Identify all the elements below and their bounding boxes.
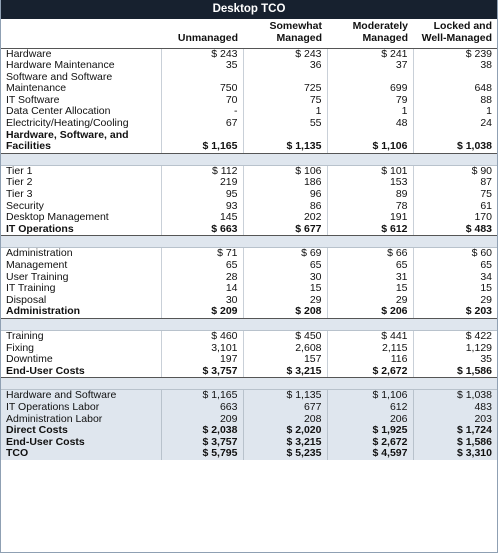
row-value-cell: 31 (327, 272, 413, 284)
column-header-moderately-managed: Moderately Managed (352, 20, 408, 44)
row-value-cell: 65 (161, 260, 243, 272)
table-row (1, 49, 497, 61)
row-value-cell: 1 (413, 106, 497, 118)
table-row (1, 331, 497, 343)
row-label: Data Center Allocation (6, 106, 111, 118)
sections-container (1, 49, 497, 460)
row-value-cell: $ 612 (327, 224, 413, 236)
row-label: IT Operations Labor (6, 401, 100, 413)
table-row (1, 106, 497, 118)
row-value-cell: 96 (243, 189, 327, 201)
row-label: Hardware (6, 48, 52, 60)
row-value-cell: $ 1,106 (327, 130, 413, 154)
row-value-cell: 1,129 (413, 343, 497, 355)
row-value-cell: 750 (161, 72, 243, 95)
summary-row (1, 414, 497, 426)
row-value-cell: $ 90 (413, 166, 497, 178)
row-value-cell: $ 2,020 (243, 425, 327, 437)
row-value-cell: 2,608 (243, 343, 327, 355)
row-value-cell: 75 (413, 189, 497, 201)
row-value-cell: $ 1,586 (413, 366, 497, 378)
row-value-cell: 648 (413, 72, 497, 95)
row-label: Training (6, 330, 44, 342)
row-label: Tier 3 (6, 189, 33, 201)
row-value-cell: 89 (327, 189, 413, 201)
summary-row (1, 425, 497, 437)
row-value-cell: $ 5,795 (161, 448, 243, 460)
table-title: Desktop TCO (1, 0, 497, 19)
row-value-cell: 78 (327, 201, 413, 213)
row-value-cell: 663 (161, 402, 243, 414)
row-value-cell: $ 203 (413, 306, 497, 318)
row-value-cell: $ 243 (243, 49, 327, 61)
row-value-cell: $ 3,757 (161, 437, 243, 449)
row-value-cell: $ 1,038 (413, 130, 497, 154)
table-row (1, 177, 497, 189)
row-value-cell: 14 (161, 283, 243, 295)
row-value-cell: $ 441 (327, 331, 413, 343)
row-value-cell: $ 1,135 (243, 390, 327, 402)
row-value-cell: 15 (327, 283, 413, 295)
row-value-cell: $ 3,310 (413, 448, 497, 460)
summary-row (1, 390, 497, 402)
row-label: Hardware and Software (6, 390, 117, 402)
table-row (1, 272, 497, 284)
row-label: Security (6, 200, 44, 212)
table-row (1, 189, 497, 201)
table-row (1, 166, 497, 178)
row-value-cell: $ 1,724 (413, 425, 497, 437)
row-value-cell: $ 3,215 (243, 366, 327, 378)
row-value-cell: $ 1,165 (161, 390, 243, 402)
row-value-cell: $ 208 (243, 306, 327, 318)
row-value-cell: 35 (161, 60, 243, 72)
summary-row (1, 402, 497, 414)
tco-total-row (1, 448, 497, 460)
row-label: Software and Software Maintenance (6, 71, 113, 95)
table-row (1, 343, 497, 355)
row-value-cell: 203 (413, 414, 497, 426)
row-label: Administration Labor (6, 413, 103, 425)
row-value-cell: 67 (161, 118, 243, 130)
table-row (1, 354, 497, 366)
row-value-cell: 24 (413, 118, 497, 130)
table-row (1, 295, 497, 307)
table-row (1, 212, 497, 224)
row-value-cell: 219 (161, 177, 243, 189)
row-label: Downtime (6, 354, 53, 366)
subtotal-row (1, 130, 497, 154)
row-label: Tier 2 (6, 177, 33, 189)
row-value-cell: $ 71 (161, 248, 243, 260)
row-value-cell: 699 (327, 72, 413, 95)
row-value-cell: $ 2,038 (161, 425, 243, 437)
row-value-cell: $ 2,672 (327, 366, 413, 378)
row-label: Management (6, 260, 68, 271)
row-value-cell: 170 (413, 212, 497, 224)
row-value-cell: $ 112 (161, 166, 243, 178)
row-label: Disposal (6, 294, 47, 306)
row-value-cell: $ 3,757 (161, 366, 243, 378)
row-label: Hardware, Software, and Facilities (1, 130, 161, 154)
row-value-cell: $ 1,586 (413, 437, 497, 449)
row-value-cell: 79 (327, 95, 413, 107)
row-label: End-User Costs (6, 436, 85, 448)
row-value-cell: 145 (161, 212, 243, 224)
summary-row (1, 437, 497, 449)
row-value-cell: $ 243 (161, 49, 243, 61)
row-label: IT Software (6, 94, 60, 106)
row-value-cell: - (161, 106, 243, 118)
row-value-cell: $ 1,135 (243, 130, 327, 154)
row-label: Direct Costs (6, 425, 68, 437)
row-value-cell: 65 (243, 260, 327, 272)
row-value-cell: 30 (243, 272, 327, 284)
section-spacer (1, 378, 497, 390)
table-row (1, 283, 497, 295)
table-row (1, 60, 497, 72)
row-value-cell: 612 (327, 402, 413, 414)
row-value-cell: 28 (161, 272, 243, 284)
column-header-table (1, 19, 497, 49)
row-value-cell: 15 (413, 283, 497, 295)
row-value-cell: 95 (161, 189, 243, 201)
row-value-cell: 202 (243, 212, 327, 224)
row-value-cell: 677 (243, 402, 327, 414)
subtotal-row (1, 366, 497, 378)
table-row (1, 72, 497, 95)
header-label-cell (1, 19, 161, 48)
row-value-cell: 157 (243, 354, 327, 366)
section-spacer (1, 236, 497, 248)
row-value-cell: 2,115 (327, 343, 413, 355)
column-header-unmanaged: Unmanaged (177, 31, 238, 44)
row-value-cell: 88 (413, 95, 497, 107)
summary-table (1, 390, 497, 460)
row-value-cell: $ 3,215 (243, 437, 327, 449)
row-value-cell: $ 206 (327, 306, 413, 318)
row-value-cell: $ 209 (161, 306, 243, 318)
row-label: Fixing (6, 342, 35, 354)
row-value-cell: 34 (413, 272, 497, 284)
row-value-cell: $ 2,672 (327, 437, 413, 449)
row-label: Hardware Maintenance (6, 60, 115, 72)
cost-section-table (1, 166, 497, 237)
row-value-cell: $ 677 (243, 224, 327, 236)
row-value-cell: 1 (243, 106, 327, 118)
table-row (1, 260, 497, 272)
row-value-cell: 48 (327, 118, 413, 130)
table-row (1, 201, 497, 213)
row-value-cell: $ 66 (327, 248, 413, 260)
row-value-cell: 75 (243, 95, 327, 107)
table-row (1, 95, 497, 107)
column-header-somewhat-managed: Somewhat Managed (269, 20, 322, 44)
row-value-cell: 29 (327, 295, 413, 307)
row-value-cell: 70 (161, 95, 243, 107)
row-value-cell: 197 (161, 354, 243, 366)
row-label: Electricity/Heating/Cooling (6, 118, 129, 130)
row-value-cell: 30 (161, 295, 243, 307)
row-label: IT Training (6, 283, 56, 295)
row-value-cell: $ 60 (413, 248, 497, 260)
row-value-cell: 65 (327, 260, 413, 272)
row-value-cell: 725 (243, 72, 327, 95)
subtotal-row (1, 224, 497, 236)
cost-section-table (1, 331, 497, 378)
row-value-cell: 38 (413, 60, 497, 72)
row-value-cell: 61 (413, 201, 497, 213)
row-label: User Training (6, 271, 69, 283)
section-spacer (1, 154, 497, 166)
row-label: IT Operations (1, 224, 161, 236)
row-value-cell: 37 (327, 60, 413, 72)
cost-section-table (1, 49, 497, 154)
cost-section-table (1, 248, 497, 319)
row-value-cell: 15 (243, 283, 327, 295)
row-value-cell: 86 (243, 201, 327, 213)
row-value-cell: $ 1,925 (327, 425, 413, 437)
table-row (1, 118, 497, 130)
row-value-cell: 209 (161, 414, 243, 426)
row-value-cell: 65 (413, 260, 497, 272)
row-value-cell: $ 1,106 (327, 390, 413, 402)
row-value-cell: 55 (243, 118, 327, 130)
row-value-cell: 153 (327, 177, 413, 189)
row-value-cell: 35 (413, 354, 497, 366)
row-value-cell: 116 (327, 354, 413, 366)
row-label: TCO (6, 448, 29, 460)
row-value-cell: $ 663 (161, 224, 243, 236)
row-value-cell: $ 1,038 (413, 390, 497, 402)
row-label: Administration (6, 248, 73, 260)
row-value-cell: $ 450 (243, 331, 327, 343)
row-value-cell: $ 4,597 (327, 448, 413, 460)
row-value-cell: 29 (243, 295, 327, 307)
row-value-cell: $ 106 (243, 166, 327, 178)
row-value-cell: 483 (413, 402, 497, 414)
row-value-cell: $ 5,235 (243, 448, 327, 460)
row-value-cell: $ 483 (413, 224, 497, 236)
row-value-cell: 206 (327, 414, 413, 426)
row-label: Tier 1 (6, 165, 33, 177)
column-header-locked-well-managed: Locked and Well-Managed (421, 20, 492, 44)
row-value-cell: 3,101 (161, 343, 243, 355)
row-value-cell: 186 (243, 177, 327, 189)
row-value-cell: 87 (413, 177, 497, 189)
row-value-cell: $ 69 (243, 248, 327, 260)
row-value-cell: 191 (327, 212, 413, 224)
row-value-cell: $ 241 (327, 49, 413, 61)
row-label: End-User Costs (1, 366, 161, 378)
row-value-cell: $ 101 (327, 166, 413, 178)
row-value-cell: $ 1,165 (161, 130, 243, 154)
row-label: Desktop Management (6, 212, 109, 224)
row-value-cell: $ 460 (161, 331, 243, 343)
row-value-cell: 93 (161, 201, 243, 213)
row-value-cell: 36 (243, 60, 327, 72)
row-value-cell: $ 422 (413, 331, 497, 343)
row-value-cell: 1 (327, 106, 413, 118)
row-value-cell: 208 (243, 414, 327, 426)
section-spacer (1, 319, 497, 331)
subtotal-row (1, 306, 497, 318)
row-value-cell: 29 (413, 295, 497, 307)
table-row (1, 248, 497, 260)
row-value-cell: $ 239 (413, 49, 497, 61)
row-label: Administration (1, 306, 161, 318)
